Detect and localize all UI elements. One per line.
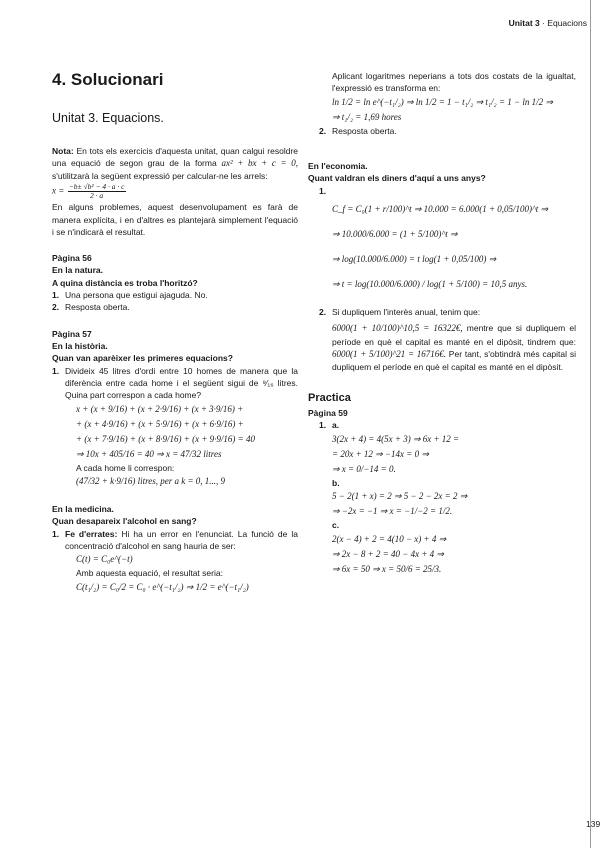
item-text: Si dupliquem l'interès anual, tenim que: [332,307,481,318]
medicine-equations [52,552,298,594]
item-text [65,528,298,553]
note-explanation: En alguns problemes, aquest desenvolupament es farà de manera explícita, i en d'altres es plantejarà simplement l'equació i se n'indicarà el resultat. [52,202,298,237]
equation-row-3 [76,432,298,447]
unit-heading: Unitat 3. Equacions. [52,110,164,125]
list-item [52,301,298,313]
compound-interest-eq-2: ⇒ 10.000/6.000 = (1 + 5/100)^t ⇒ [332,229,458,240]
item-number: 2. [319,307,327,318]
item-number: 1. [52,365,60,376]
exercise-c-line-1: 2(x − 4) + 2 = 4(10 − x) + 4 ⇒ [332,533,447,544]
note-paragraph [52,145,298,183]
doubled-rate-equation: 6000(1 + 10/100)^10,5 = 16322€, [332,323,463,334]
log-block [308,70,576,125]
compound-interest-eq-4: ⇒ t = log(10.000/6.000) / log(1 + 5/100) = 10,5 anys. [332,279,528,290]
subitem-label: a. [332,420,340,431]
exercise-c-line-2: ⇒ 2x − 8 + 2 = 40 − 4x + 4 ⇒ [332,548,444,559]
log-equation-1: ln 1/2 = ln e^(−t₁/₂) ⇒ ln 1/2 = 1 − t₁/₂ ⇒ t₁/₂ = 1 − ln 1/2 ⇒ [332,96,553,107]
exercise-b-line-2: ⇒ −2x = −1 ⇒ x = −1/−2 = 1/2. [332,506,453,517]
list-item [308,306,576,318]
history-equations [52,402,298,490]
formula-numerator: −b± √b² − 4 · a · c [68,182,125,192]
term: (x + 5·9/16) + [138,418,190,429]
term: + (x + 4·9/16) + [76,418,136,429]
medicine-topic: En la medicina. [52,504,114,515]
item-number: 1. [52,290,60,301]
quadratic-formula [52,182,298,201]
header-unit: Unitat 3 [508,18,540,28]
item-text: Resposta oberta. [65,302,130,313]
page-57-question: Quan van aparèixer les primeres equacions? [52,353,233,364]
doubled-period-equation: 6000(1 + 5/100)^21 = 16716€. [332,348,446,359]
left-column [52,68,298,595]
page-56-topic: En la natura. [52,265,104,276]
subitem-label: b. [332,477,340,488]
result-text: Amb aquesta equació, el resultat seria: [76,568,223,579]
term: (x + 2·9/16) + [137,403,190,414]
formula-lhs: x = [52,186,65,197]
equation-row-2 [76,417,298,432]
item-text: Una persona que estigui ajaguda. No. [65,290,208,301]
each-man-text: A cada home li correspon: [76,462,175,473]
conclusion-text: Per tant, s'obtindrà més capital si dupliquem el període en què el capital es manté en el dipòsit. [332,348,576,372]
term: x + [76,403,89,414]
compound-interest-eq-1: C_f = C₀(1 + r/100)^t ⇒ 10.000 = 6.000(1 + 0,05/100)^t ⇒ [332,203,549,214]
list-item [308,125,576,137]
log-text: Aplicant logaritmes neperians a tots dos costats de la igualtat, l'expressió es transforma en: [332,71,576,94]
subitem-label: c. [332,520,340,531]
item-number: 1. [52,528,60,539]
term: (x + 3·9/16) + [191,403,244,414]
formula-denominator: 2 · a [90,191,104,201]
note-label: Nota: [52,145,74,156]
term: + (x + 7·9/16) + [76,433,136,444]
item-text: Resposta oberta. [332,125,397,136]
exercise-a-line-1: 3(2x + 4) = 4(5x + 3) ⇒ 6x + 12 = [332,433,460,444]
medicine-question: Quan desapareix l'alcohol en sang? [52,516,197,527]
term: (x + 9·9/16) = 40 [192,433,255,444]
doubling-block [308,318,576,377]
list-item [308,185,576,197]
economy-equations [308,197,576,297]
compound-interest-eq-3: ⇒ log(10.000/6.000) = t log(1 + 0,05/100) ⇒ [332,254,497,265]
item-number: 1. [319,185,327,196]
page-number: 139 [586,819,601,829]
right-column [308,70,576,577]
note-equation: ax² + bx + c = 0, [221,158,298,169]
equation-row-4: ⇒ 10x + 405/16 = 40 ⇒ x = 47/32 litres [76,448,222,459]
economy-question: Quant valdran els diners d'aquí a uns anys? [308,173,486,184]
equation-row-1 [76,402,298,417]
concentration-equation: C(t) = C₀e^(−t) [76,554,133,565]
list-item [308,419,576,431]
page-56-question: A quina distància es troba l'horitzó? [52,277,198,288]
exercise-a-line-3: ⇒ x = 0/−14 = 0. [332,463,396,474]
formula-fraction [68,183,126,200]
economy-topic: En l'economia. [308,161,368,172]
item-number: 2. [319,125,327,136]
term: (x + 8·9/16) + [138,433,190,444]
doubling-text: mentre que si dupliquem el període en què el capital es manté en el dipòsit, tindrem que: [332,323,576,347]
running-header [509,17,587,29]
exercise-b-line-1: 5 − 2(1 + x) = 2 ⇒ 5 − 2 − 2x = 2 ⇒ [332,491,468,502]
margin-rule [590,0,591,848]
item-number: 1. [319,420,327,431]
page-56-label: Pàgina 56 [52,253,92,264]
errata-text: Hi ha un error en l'enunciat. La funció de la concentració d'alcohol en sang hauria de ser: [65,528,298,552]
term: (x + 9/16) + [90,403,136,414]
list-item [52,528,298,553]
item-number: 2. [52,302,60,313]
list-item [52,365,298,402]
page-57-label: Pàgina 57 [52,328,92,339]
header-separator: · [539,18,548,28]
exercise-c-line-3: ⇒ 6x = 50 ⇒ x = 50/6 = 25/3. [332,563,442,574]
page-57-topic: En la història. [52,341,108,351]
exercise-a-line-2: = 20x + 12 ⇒ −14x = 0 ⇒ [332,448,429,459]
term: (x + 6·9/16) + [192,418,244,429]
practica-title: Practica [308,392,351,405]
log-equation-2: ⇒ t₁/₂ = 1,69 hores [332,111,402,122]
note-text: En tots els exercicis d'aquesta unitat, quan calgui resoldre una equació de segon grau de la forma [52,145,298,169]
errata-label: Fe d'errates: [65,528,118,539]
header-title: Equacions [547,18,587,28]
exercise-a [308,432,576,577]
item-text: Divideix 45 litres d'ordi entre 10 homes de manera que la diferència entre cada home i el següent sigui de ⁹⁄₁₆ litres. Quina part correspon a cada home? [65,365,298,401]
page-59-label: Pàgina 59 [308,408,348,419]
half-life-equation: C(t₁/₂) = C₀/2 = C₀ · e^(−t₁/₂) ⇒ 1/2 = e^(−t₁/₂) [76,581,249,592]
section-title: 4. Solucionari [52,70,164,89]
note-text-2: s'utilitzarà la següent expressió per calcular-ne les arrels: [52,171,268,182]
list-item [52,289,298,301]
each-man-equation: (47/32 + k·9/16) litres, per a k = 0, 1..., 9 [76,476,226,487]
